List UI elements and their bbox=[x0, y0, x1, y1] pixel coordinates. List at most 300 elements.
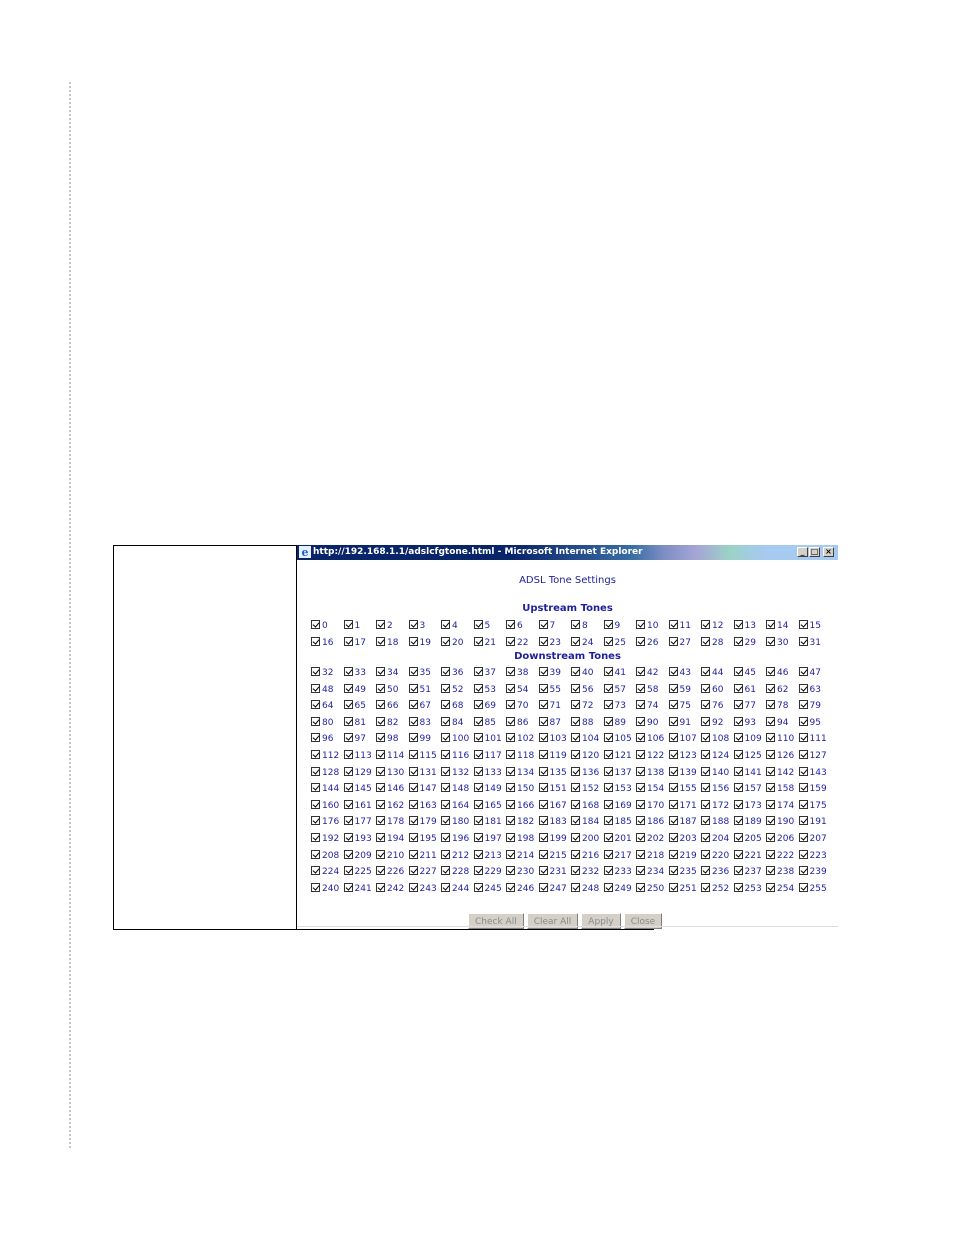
tone-117-checkbox[interactable] bbox=[474, 750, 502, 763]
tone-251-checkbox[interactable] bbox=[669, 883, 697, 896]
checkbox-checked-icon[interactable] bbox=[344, 667, 353, 676]
checkbox-checked-icon[interactable] bbox=[636, 700, 645, 709]
tone-61-checkbox[interactable] bbox=[734, 684, 756, 697]
tone-33-checkbox[interactable] bbox=[344, 667, 366, 680]
checkbox-checked-icon[interactable] bbox=[604, 816, 613, 825]
tone-37-checkbox[interactable] bbox=[474, 667, 496, 680]
tone-235-checkbox[interactable] bbox=[669, 866, 697, 879]
tone-238-checkbox[interactable] bbox=[766, 866, 794, 879]
checkbox-checked-icon[interactable] bbox=[474, 866, 483, 875]
tone-110-checkbox[interactable] bbox=[766, 733, 794, 746]
checkbox-checked-icon[interactable] bbox=[409, 620, 418, 629]
checkbox-checked-icon[interactable] bbox=[539, 883, 548, 892]
tone-137-checkbox[interactable] bbox=[604, 767, 632, 780]
tone-111-checkbox[interactable] bbox=[799, 733, 827, 746]
tone-21-checkbox[interactable] bbox=[474, 637, 496, 650]
checkbox-checked-icon[interactable] bbox=[636, 800, 645, 809]
tone-34-checkbox[interactable] bbox=[376, 667, 398, 680]
checkbox-checked-icon[interactable] bbox=[506, 800, 515, 809]
tone-29-checkbox[interactable] bbox=[734, 637, 756, 650]
checkbox-checked-icon[interactable] bbox=[409, 717, 418, 726]
tone-205-checkbox[interactable] bbox=[734, 833, 762, 846]
tone-60-checkbox[interactable] bbox=[701, 684, 723, 697]
checkbox-checked-icon[interactable] bbox=[311, 800, 320, 809]
tone-232-checkbox[interactable] bbox=[571, 866, 599, 879]
tone-196-checkbox[interactable] bbox=[441, 833, 469, 846]
checkbox-checked-icon[interactable] bbox=[409, 750, 418, 759]
checkbox-checked-icon[interactable] bbox=[571, 717, 580, 726]
tone-17-checkbox[interactable] bbox=[344, 637, 366, 650]
checkbox-checked-icon[interactable] bbox=[799, 850, 808, 859]
tone-226-checkbox[interactable] bbox=[376, 866, 404, 879]
checkbox-checked-icon[interactable] bbox=[571, 800, 580, 809]
checkbox-checked-icon[interactable] bbox=[506, 750, 515, 759]
tone-92-checkbox[interactable] bbox=[701, 717, 723, 730]
checkbox-checked-icon[interactable] bbox=[604, 800, 613, 809]
tone-237-checkbox[interactable] bbox=[734, 866, 762, 879]
tone-5-checkbox[interactable] bbox=[474, 620, 491, 633]
tone-179-checkbox[interactable] bbox=[409, 816, 437, 829]
tone-204-checkbox[interactable] bbox=[701, 833, 729, 846]
tone-213-checkbox[interactable] bbox=[474, 850, 502, 863]
checkbox-checked-icon[interactable] bbox=[409, 866, 418, 875]
checkbox-checked-icon[interactable] bbox=[604, 717, 613, 726]
tone-84-checkbox[interactable] bbox=[441, 717, 463, 730]
tone-218-checkbox[interactable] bbox=[636, 850, 664, 863]
tone-151-checkbox[interactable] bbox=[539, 783, 567, 796]
tone-28-checkbox[interactable] bbox=[701, 637, 723, 650]
tone-93-checkbox[interactable] bbox=[734, 717, 756, 730]
checkbox-checked-icon[interactable] bbox=[766, 620, 775, 629]
tone-124-checkbox[interactable] bbox=[701, 750, 729, 763]
tone-107-checkbox[interactable] bbox=[669, 733, 697, 746]
tone-136-checkbox[interactable] bbox=[571, 767, 599, 780]
tone-208-checkbox[interactable] bbox=[311, 850, 339, 863]
checkbox-checked-icon[interactable] bbox=[799, 866, 808, 875]
checkbox-checked-icon[interactable] bbox=[409, 637, 418, 646]
checkbox-checked-icon[interactable] bbox=[311, 700, 320, 709]
checkbox-checked-icon[interactable] bbox=[604, 883, 613, 892]
checkbox-checked-icon[interactable] bbox=[799, 883, 808, 892]
checkbox-checked-icon[interactable] bbox=[799, 833, 808, 842]
tone-75-checkbox[interactable] bbox=[669, 700, 691, 713]
checkbox-checked-icon[interactable] bbox=[311, 883, 320, 892]
checkbox-checked-icon[interactable] bbox=[669, 717, 678, 726]
tone-99-checkbox[interactable] bbox=[409, 733, 431, 746]
checkbox-checked-icon[interactable] bbox=[669, 767, 678, 776]
tone-170-checkbox[interactable] bbox=[636, 800, 664, 813]
tone-118-checkbox[interactable] bbox=[506, 750, 534, 763]
tone-14-checkbox[interactable] bbox=[766, 620, 788, 633]
checkbox-checked-icon[interactable] bbox=[571, 866, 580, 875]
tone-102-checkbox[interactable] bbox=[506, 733, 534, 746]
tone-167-checkbox[interactable] bbox=[539, 800, 567, 813]
checkbox-checked-icon[interactable] bbox=[799, 767, 808, 776]
tone-221-checkbox[interactable] bbox=[734, 850, 762, 863]
checkbox-checked-icon[interactable] bbox=[409, 833, 418, 842]
tone-253-checkbox[interactable] bbox=[734, 883, 762, 896]
checkbox-checked-icon[interactable] bbox=[701, 733, 710, 742]
checkbox-checked-icon[interactable] bbox=[474, 637, 483, 646]
checkbox-checked-icon[interactable] bbox=[506, 783, 515, 792]
tone-4-checkbox[interactable] bbox=[441, 620, 458, 633]
checkbox-checked-icon[interactable] bbox=[799, 667, 808, 676]
tone-59-checkbox[interactable] bbox=[669, 684, 691, 697]
checkbox-checked-icon[interactable] bbox=[376, 733, 385, 742]
tone-12-checkbox[interactable] bbox=[701, 620, 723, 633]
tone-50-checkbox[interactable] bbox=[376, 684, 398, 697]
maximize-button[interactable]: □ bbox=[810, 547, 819, 556]
tone-155-checkbox[interactable] bbox=[669, 783, 697, 796]
checkbox-checked-icon[interactable] bbox=[376, 750, 385, 759]
tone-199-checkbox[interactable] bbox=[539, 833, 567, 846]
checkbox-checked-icon[interactable] bbox=[701, 750, 710, 759]
tone-140-checkbox[interactable] bbox=[701, 767, 729, 780]
checkbox-checked-icon[interactable] bbox=[441, 700, 450, 709]
checkbox-checked-icon[interactable] bbox=[376, 783, 385, 792]
tone-165-checkbox[interactable] bbox=[474, 800, 502, 813]
checkbox-checked-icon[interactable] bbox=[636, 750, 645, 759]
checkbox-checked-icon[interactable] bbox=[506, 717, 515, 726]
checkbox-checked-icon[interactable] bbox=[539, 767, 548, 776]
checkbox-checked-icon[interactable] bbox=[344, 767, 353, 776]
checkbox-checked-icon[interactable] bbox=[409, 767, 418, 776]
tone-10-checkbox[interactable] bbox=[636, 620, 658, 633]
checkbox-checked-icon[interactable] bbox=[701, 637, 710, 646]
title-bar[interactable] bbox=[297, 545, 838, 560]
checkbox-checked-icon[interactable] bbox=[734, 866, 743, 875]
tone-55-checkbox[interactable] bbox=[539, 684, 561, 697]
tone-62-checkbox[interactable] bbox=[766, 684, 788, 697]
tone-115-checkbox[interactable] bbox=[409, 750, 437, 763]
checkbox-checked-icon[interactable] bbox=[701, 866, 710, 875]
checkbox-checked-icon[interactable] bbox=[734, 733, 743, 742]
tone-173-checkbox[interactable] bbox=[734, 800, 762, 813]
tone-176-checkbox[interactable] bbox=[311, 816, 339, 829]
tone-234-checkbox[interactable] bbox=[636, 866, 664, 879]
tone-109-checkbox[interactable] bbox=[734, 733, 762, 746]
tone-142-checkbox[interactable] bbox=[766, 767, 794, 780]
tone-206-checkbox[interactable] bbox=[766, 833, 794, 846]
checkbox-checked-icon[interactable] bbox=[701, 783, 710, 792]
tone-228-checkbox[interactable] bbox=[441, 866, 469, 879]
tone-225-checkbox[interactable] bbox=[344, 866, 372, 879]
tone-198-checkbox[interactable] bbox=[506, 833, 534, 846]
check-all-button[interactable]: Check All bbox=[468, 913, 524, 929]
checkbox-checked-icon[interactable] bbox=[344, 783, 353, 792]
checkbox-checked-icon[interactable] bbox=[539, 783, 548, 792]
tone-26-checkbox[interactable] bbox=[636, 637, 658, 650]
checkbox-checked-icon[interactable] bbox=[376, 684, 385, 693]
checkbox-checked-icon[interactable] bbox=[766, 684, 775, 693]
tone-240-checkbox[interactable] bbox=[311, 883, 339, 896]
close-button[interactable]: Close bbox=[624, 913, 663, 929]
checkbox-checked-icon[interactable] bbox=[701, 833, 710, 842]
checkbox-checked-icon[interactable] bbox=[344, 684, 353, 693]
checkbox-checked-icon[interactable] bbox=[409, 667, 418, 676]
checkbox-checked-icon[interactable] bbox=[539, 750, 548, 759]
checkbox-checked-icon[interactable] bbox=[474, 850, 483, 859]
checkbox-checked-icon[interactable] bbox=[344, 733, 353, 742]
checkbox-checked-icon[interactable] bbox=[539, 733, 548, 742]
tone-133-checkbox[interactable] bbox=[474, 767, 502, 780]
tone-120-checkbox[interactable] bbox=[571, 750, 599, 763]
tone-44-checkbox[interactable] bbox=[701, 667, 723, 680]
tone-254-checkbox[interactable] bbox=[766, 883, 794, 896]
tone-130-checkbox[interactable] bbox=[376, 767, 404, 780]
checkbox-checked-icon[interactable] bbox=[571, 637, 580, 646]
tone-65-checkbox[interactable] bbox=[344, 700, 366, 713]
checkbox-checked-icon[interactable] bbox=[669, 700, 678, 709]
tone-156-checkbox[interactable] bbox=[701, 783, 729, 796]
tone-125-checkbox[interactable] bbox=[734, 750, 762, 763]
checkbox-checked-icon[interactable] bbox=[344, 800, 353, 809]
checkbox-checked-icon[interactable] bbox=[636, 783, 645, 792]
checkbox-checked-icon[interactable] bbox=[636, 717, 645, 726]
checkbox-checked-icon[interactable] bbox=[734, 684, 743, 693]
checkbox-checked-icon[interactable] bbox=[474, 883, 483, 892]
tone-54-checkbox[interactable] bbox=[506, 684, 528, 697]
checkbox-checked-icon[interactable] bbox=[604, 783, 613, 792]
tone-178-checkbox[interactable] bbox=[376, 816, 404, 829]
tone-116-checkbox[interactable] bbox=[441, 750, 469, 763]
checkbox-checked-icon[interactable] bbox=[441, 800, 450, 809]
tone-81-checkbox[interactable] bbox=[344, 717, 366, 730]
checkbox-checked-icon[interactable] bbox=[766, 850, 775, 859]
checkbox-checked-icon[interactable] bbox=[604, 733, 613, 742]
tone-22-checkbox[interactable] bbox=[506, 637, 528, 650]
tone-18-checkbox[interactable] bbox=[376, 637, 398, 650]
tone-214-checkbox[interactable] bbox=[506, 850, 534, 863]
checkbox-checked-icon[interactable] bbox=[506, 883, 515, 892]
tone-73-checkbox[interactable] bbox=[604, 700, 626, 713]
checkbox-checked-icon[interactable] bbox=[799, 816, 808, 825]
tone-200-checkbox[interactable] bbox=[571, 833, 599, 846]
tone-101-checkbox[interactable] bbox=[474, 733, 502, 746]
tone-30-checkbox[interactable] bbox=[766, 637, 788, 650]
tone-154-checkbox[interactable] bbox=[636, 783, 664, 796]
checkbox-checked-icon[interactable] bbox=[669, 800, 678, 809]
tone-171-checkbox[interactable] bbox=[669, 800, 697, 813]
tone-9-checkbox[interactable] bbox=[604, 620, 621, 633]
tone-13-checkbox[interactable] bbox=[734, 620, 756, 633]
checkbox-checked-icon[interactable] bbox=[311, 816, 320, 825]
tone-100-checkbox[interactable] bbox=[441, 733, 469, 746]
checkbox-checked-icon[interactable] bbox=[474, 717, 483, 726]
tone-87-checkbox[interactable] bbox=[539, 717, 561, 730]
checkbox-checked-icon[interactable] bbox=[669, 883, 678, 892]
checkbox-checked-icon[interactable] bbox=[311, 684, 320, 693]
tone-77-checkbox[interactable] bbox=[734, 700, 756, 713]
checkbox-checked-icon[interactable] bbox=[701, 700, 710, 709]
checkbox-checked-icon[interactable] bbox=[604, 767, 613, 776]
checkbox-checked-icon[interactable] bbox=[636, 816, 645, 825]
checkbox-checked-icon[interactable] bbox=[376, 700, 385, 709]
checkbox-checked-icon[interactable] bbox=[636, 733, 645, 742]
checkbox-checked-icon[interactable] bbox=[636, 850, 645, 859]
tone-185-checkbox[interactable] bbox=[604, 816, 632, 829]
tone-138-checkbox[interactable] bbox=[636, 767, 664, 780]
checkbox-checked-icon[interactable] bbox=[376, 667, 385, 676]
tone-203-checkbox[interactable] bbox=[669, 833, 697, 846]
tone-32-checkbox[interactable] bbox=[311, 667, 333, 680]
tone-90-checkbox[interactable] bbox=[636, 717, 658, 730]
tone-1-checkbox[interactable] bbox=[344, 620, 361, 633]
tone-211-checkbox[interactable] bbox=[409, 850, 437, 863]
tone-180-checkbox[interactable] bbox=[441, 816, 469, 829]
checkbox-checked-icon[interactable] bbox=[539, 637, 548, 646]
tone-192-checkbox[interactable] bbox=[311, 833, 339, 846]
checkbox-checked-icon[interactable] bbox=[669, 620, 678, 629]
checkbox-checked-icon[interactable] bbox=[799, 684, 808, 693]
tone-219-checkbox[interactable] bbox=[669, 850, 697, 863]
tone-182-checkbox[interactable] bbox=[506, 816, 534, 829]
tone-15-checkbox[interactable] bbox=[799, 620, 821, 633]
checkbox-checked-icon[interactable] bbox=[311, 750, 320, 759]
tone-43-checkbox[interactable] bbox=[669, 667, 691, 680]
checkbox-checked-icon[interactable] bbox=[474, 733, 483, 742]
checkbox-checked-icon[interactable] bbox=[506, 684, 515, 693]
tone-255-checkbox[interactable] bbox=[799, 883, 827, 896]
checkbox-checked-icon[interactable] bbox=[636, 667, 645, 676]
tone-174-checkbox[interactable] bbox=[766, 800, 794, 813]
tone-202-checkbox[interactable] bbox=[636, 833, 664, 846]
checkbox-checked-icon[interactable] bbox=[799, 733, 808, 742]
checkbox-checked-icon[interactable] bbox=[734, 767, 743, 776]
checkbox-checked-icon[interactable] bbox=[669, 816, 678, 825]
tone-3-checkbox[interactable] bbox=[409, 620, 426, 633]
checkbox-checked-icon[interactable] bbox=[441, 883, 450, 892]
tone-91-checkbox[interactable] bbox=[669, 717, 691, 730]
tone-25-checkbox[interactable] bbox=[604, 637, 626, 650]
checkbox-checked-icon[interactable] bbox=[441, 866, 450, 875]
checkbox-checked-icon[interactable] bbox=[409, 816, 418, 825]
checkbox-checked-icon[interactable] bbox=[441, 850, 450, 859]
checkbox-checked-icon[interactable] bbox=[344, 637, 353, 646]
tone-212-checkbox[interactable] bbox=[441, 850, 469, 863]
checkbox-checked-icon[interactable] bbox=[604, 620, 613, 629]
tone-31-checkbox[interactable] bbox=[799, 637, 821, 650]
checkbox-checked-icon[interactable] bbox=[799, 637, 808, 646]
tone-132-checkbox[interactable] bbox=[441, 767, 469, 780]
tone-168-checkbox[interactable] bbox=[571, 800, 599, 813]
checkbox-checked-icon[interactable] bbox=[441, 750, 450, 759]
checkbox-checked-icon[interactable] bbox=[311, 717, 320, 726]
tone-247-checkbox[interactable] bbox=[539, 883, 567, 896]
checkbox-checked-icon[interactable] bbox=[441, 733, 450, 742]
checkbox-checked-icon[interactable] bbox=[636, 620, 645, 629]
checkbox-checked-icon[interactable] bbox=[669, 833, 678, 842]
apply-button[interactable]: Apply bbox=[581, 913, 620, 929]
checkbox-checked-icon[interactable] bbox=[376, 800, 385, 809]
checkbox-checked-icon[interactable] bbox=[604, 637, 613, 646]
checkbox-checked-icon[interactable] bbox=[506, 637, 515, 646]
tone-69-checkbox[interactable] bbox=[474, 700, 496, 713]
checkbox-checked-icon[interactable] bbox=[344, 850, 353, 859]
checkbox-checked-icon[interactable] bbox=[344, 866, 353, 875]
checkbox-checked-icon[interactable] bbox=[734, 816, 743, 825]
tone-39-checkbox[interactable] bbox=[539, 667, 561, 680]
tone-127-checkbox[interactable] bbox=[799, 750, 827, 763]
tone-85-checkbox[interactable] bbox=[474, 717, 496, 730]
tone-56-checkbox[interactable] bbox=[571, 684, 593, 697]
checkbox-checked-icon[interactable] bbox=[766, 883, 775, 892]
checkbox-checked-icon[interactable] bbox=[669, 684, 678, 693]
tone-229-checkbox[interactable] bbox=[474, 866, 502, 879]
tone-40-checkbox[interactable] bbox=[571, 667, 593, 680]
tone-169-checkbox[interactable] bbox=[604, 800, 632, 813]
checkbox-checked-icon[interactable] bbox=[311, 783, 320, 792]
checkbox-checked-icon[interactable] bbox=[441, 620, 450, 629]
checkbox-checked-icon[interactable] bbox=[409, 733, 418, 742]
tone-193-checkbox[interactable] bbox=[344, 833, 372, 846]
checkbox-checked-icon[interactable] bbox=[734, 783, 743, 792]
tone-187-checkbox[interactable] bbox=[669, 816, 697, 829]
checkbox-checked-icon[interactable] bbox=[539, 833, 548, 842]
checkbox-checked-icon[interactable] bbox=[766, 667, 775, 676]
checkbox-checked-icon[interactable] bbox=[539, 866, 548, 875]
checkbox-checked-icon[interactable] bbox=[311, 733, 320, 742]
checkbox-checked-icon[interactable] bbox=[701, 883, 710, 892]
tone-76-checkbox[interactable] bbox=[701, 700, 723, 713]
tone-230-checkbox[interactable] bbox=[506, 866, 534, 879]
tone-7-checkbox[interactable] bbox=[539, 620, 556, 633]
checkbox-checked-icon[interactable] bbox=[409, 883, 418, 892]
checkbox-checked-icon[interactable] bbox=[539, 800, 548, 809]
checkbox-checked-icon[interactable] bbox=[441, 833, 450, 842]
tone-36-checkbox[interactable] bbox=[441, 667, 463, 680]
checkbox-checked-icon[interactable] bbox=[766, 637, 775, 646]
tone-38-checkbox[interactable] bbox=[506, 667, 528, 680]
tone-52-checkbox[interactable] bbox=[441, 684, 463, 697]
tone-105-checkbox[interactable] bbox=[604, 733, 632, 746]
checkbox-checked-icon[interactable] bbox=[344, 717, 353, 726]
tone-88-checkbox[interactable] bbox=[571, 717, 593, 730]
checkbox-checked-icon[interactable] bbox=[474, 700, 483, 709]
tone-207-checkbox[interactable] bbox=[799, 833, 827, 846]
checkbox-checked-icon[interactable] bbox=[344, 750, 353, 759]
tone-146-checkbox[interactable] bbox=[376, 783, 404, 796]
checkbox-checked-icon[interactable] bbox=[734, 850, 743, 859]
checkbox-checked-icon[interactable] bbox=[701, 816, 710, 825]
tone-231-checkbox[interactable] bbox=[539, 866, 567, 879]
tone-83-checkbox[interactable] bbox=[409, 717, 431, 730]
tone-249-checkbox[interactable] bbox=[604, 883, 632, 896]
tone-220-checkbox[interactable] bbox=[701, 850, 729, 863]
tone-210-checkbox[interactable] bbox=[376, 850, 404, 863]
tone-245-checkbox[interactable] bbox=[474, 883, 502, 896]
tone-209-checkbox[interactable] bbox=[344, 850, 372, 863]
tone-161-checkbox[interactable] bbox=[344, 800, 372, 813]
checkbox-checked-icon[interactable] bbox=[766, 800, 775, 809]
checkbox-checked-icon[interactable] bbox=[474, 800, 483, 809]
checkbox-checked-icon[interactable] bbox=[311, 667, 320, 676]
checkbox-checked-icon[interactable] bbox=[669, 750, 678, 759]
tone-215-checkbox[interactable] bbox=[539, 850, 567, 863]
checkbox-checked-icon[interactable] bbox=[441, 637, 450, 646]
checkbox-checked-icon[interactable] bbox=[506, 700, 515, 709]
checkbox-checked-icon[interactable] bbox=[376, 620, 385, 629]
checkbox-checked-icon[interactable] bbox=[506, 816, 515, 825]
tone-191-checkbox[interactable] bbox=[799, 816, 827, 829]
tone-183-checkbox[interactable] bbox=[539, 816, 567, 829]
tone-19-checkbox[interactable] bbox=[409, 637, 431, 650]
tone-20-checkbox[interactable] bbox=[441, 637, 463, 650]
tone-122-checkbox[interactable] bbox=[636, 750, 664, 763]
checkbox-checked-icon[interactable] bbox=[376, 767, 385, 776]
tone-95-checkbox[interactable] bbox=[799, 717, 821, 730]
tone-8-checkbox[interactable] bbox=[571, 620, 588, 633]
